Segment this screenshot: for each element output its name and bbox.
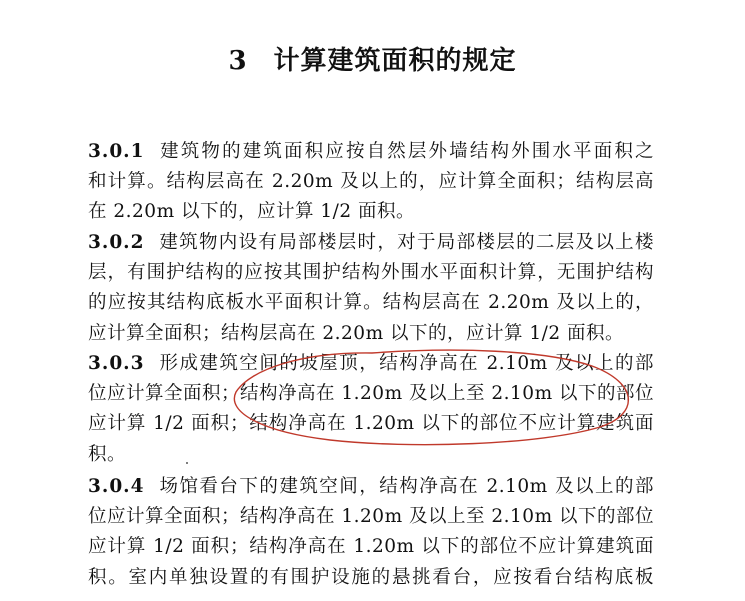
- clause-line: 的应按其结构底板水平面积计算。结构层高在 2.20m 及以上的，: [88, 292, 654, 314]
- clause-line: [88, 228, 654, 258]
- scan-speck: [186, 462, 188, 464]
- clause-number: 3.0.1: [88, 141, 145, 162]
- clause-3-0-3: [88, 349, 654, 470]
- chapter-title-text: 计算建筑面积的规定: [273, 46, 517, 76]
- clause-number: 3.0.2: [88, 232, 145, 253]
- clause-3-0-2: [88, 228, 654, 349]
- clause-line: 应计算 1/2 面积；结构净高在 1.20m 以下的部位不应计算建筑面: [88, 536, 654, 558]
- clause-line: 积。室内单独设置的有围护设施的悬挑看台，应按看台结构底板: [88, 566, 654, 588]
- clause-line: 应计算 1/2 面积；结构净高在 1.20m 以下的部位不应计算建筑面: [88, 413, 654, 435]
- clause-text: 建筑物内设有局部楼层时，对于局部楼层的二层及以上楼: [158, 232, 654, 253]
- clause-line: 位应计算全面积；结构净高在 1.20m 及以上至 2.10m 以下的部位: [88, 506, 654, 528]
- chapter-title: [0, 40, 745, 77]
- clause-line: [88, 137, 654, 167]
- clause-text: 建筑物的建筑面积应按自然层外墙结构外围水平面积之: [158, 141, 654, 162]
- clause-line: 层，有围护结构的应按其围护结构外围水平面积计算，无围护结构: [88, 262, 654, 284]
- clause-line: 位应计算全面积；结构净高在 1.20m 及以上至 2.10m 以下的部位: [88, 383, 654, 405]
- clause-line: 在 2.20m 以下的，应计算 1/2 面积。: [88, 201, 416, 223]
- clause-number: 3.0.4: [88, 476, 145, 497]
- clause-line: 应计算全面积；结构层高在 2.20m 以下的，应计算 1/2 面积。: [88, 322, 625, 344]
- clause-text: 形成建筑空间的坡屋顶，结构净高在 2.10m 及以上的部: [158, 353, 654, 374]
- clause-line: [88, 472, 654, 502]
- clause-text: 场馆看台下的建筑空间，结构净高在 2.10m 及以上的部: [158, 476, 654, 497]
- chapter-number: 3: [228, 46, 248, 76]
- clause-number: 3.0.3: [88, 353, 145, 374]
- clause-3-0-4: [88, 472, 654, 593]
- clause-line: 积。: [88, 443, 127, 465]
- clause-3-0-1: [88, 137, 654, 228]
- clause-line: 和计算。结构层高在 2.20m 及以上的，应计算全面积；结构层高: [88, 171, 654, 193]
- clause-line: [88, 349, 654, 379]
